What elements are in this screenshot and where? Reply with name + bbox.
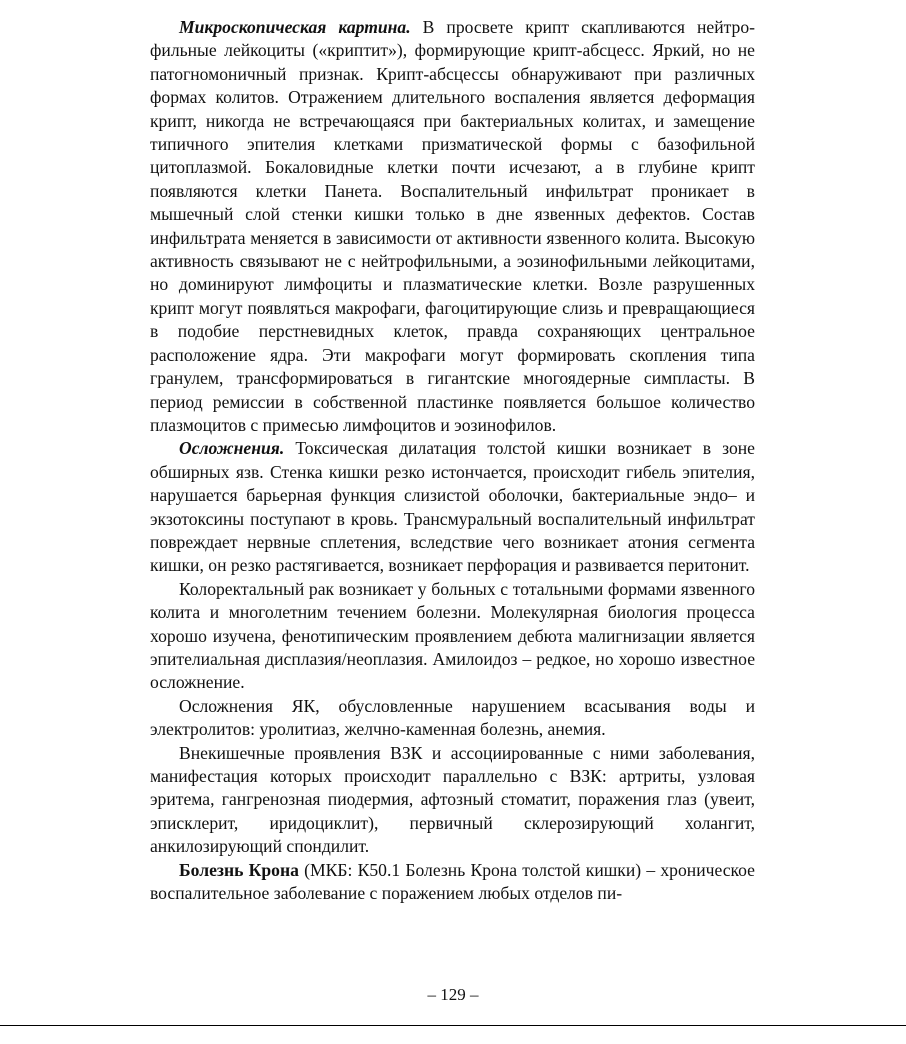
- paragraph-lead: Осложнения.: [179, 438, 285, 459]
- paragraph-text: Внекишечные проявления ВЗК и ассоциированные с ними заболевания, манифестация которых происходит параллельно с ВЗК: артриты, узловая эритема, гангренозная пиодермия, афтозный стоматит, поражения глаз (увеит, эписклерит, иридоциклит), первичный склерозирующий холангит, анкилозирующий спондилит.: [150, 742, 755, 857]
- paragraph-lead: Болезнь Крона: [179, 859, 299, 880]
- paragraph-absorption-complications: [150, 695, 755, 742]
- paragraph-text: (МКБ: К50.1 Болезнь Крона толстой кишки) – хроническое воспалительное заболевание с поражением любых отделов пи-: [150, 859, 755, 904]
- paragraph-microscopic-picture: [150, 16, 755, 437]
- page-body: [150, 16, 755, 905]
- paragraph-crohn-disease: [150, 859, 755, 906]
- paragraph-text: Осложнения ЯК, обусловленные нарушением всасывания воды и электролитов: уролитиаз, желчно-каменная болезнь, анемия.: [150, 695, 755, 740]
- bottom-divider: [0, 1025, 906, 1026]
- paragraph-extraintestinal: [150, 742, 755, 859]
- paragraph-text: Колоректальный рак возникает у больных с тотальными формами язвенного колита и многолетним течением болезни. Молекулярная биология процесса хорошо изучена, фенотипическим проявлением дебюта малигнизации является эпителиальная дисплазия/неоплазия. Амилоидоз – редкое, но хорошо известное осложнение.: [150, 578, 755, 693]
- paragraph-lead: Микроскопическая картина.: [179, 17, 411, 37]
- page-number: – 129 –: [427, 985, 479, 1004]
- paragraph-text: Токсическая дилатация толстой кишки возникает в зоне обширных язв. Стенка кишки резко истончается, происходит гибель эпителия, нарушается барьерная функция слизистой оболочки, бактериальные эндо– и экзотоксины поступают в кровь. Трансмуральный воспалительный инфильтрат повреждает нервные сплетения, вследствие чего возникает атония сегмента кишки, он резко растягивается, возникает перфорация и развивается перитонит.: [150, 438, 755, 576]
- paragraph-colorectal-cancer: [150, 578, 755, 695]
- paragraph-complications: [150, 437, 755, 577]
- paragraph-text: В просвете крипт скапливаются нейтрофильные лейкоциты («криптит»), формирующие крипт-абсцесс. Яркий, но не патогномоничный признак. Крипт-абсцессы обнаруживают при различных формах колитов. Отражением длительного воспаления является деформация крипт, никогда не встречающаяся при бактериальных колитах, и замещение типичного эпителия клетками призматической формы с базофильной цитоплазмой. Бокаловидные клетки почти исчезают, а в глубине крипт появляются клетки Панета. Воспалительный инфильтрат проникает в мышечный слой стенки кишки только в дне язвенных дефектов. Состав инфильтрата меняется в зависимости от активности язвенного колита. Высокую активность связывают не с нейтрофильными, а эозинофильными лейкоцитами, но доминируют лимфоциты и плазматические клетки. Возле разрушенных крипт могут появляться макрофаги, фагоцитирующие слизь и превращающиеся в подобие перстневидных клеток, правда сохраняющих центральное расположение ядра. Эти макрофаги могут формировать скопления типа гранулем, трансформироваться в гигантские многоядерные симпласты. В период ремиссии в собственной пластинке появляется большое количество плазмоцитов с примесью лимфоцитов и эозинофилов.: [150, 17, 755, 435]
